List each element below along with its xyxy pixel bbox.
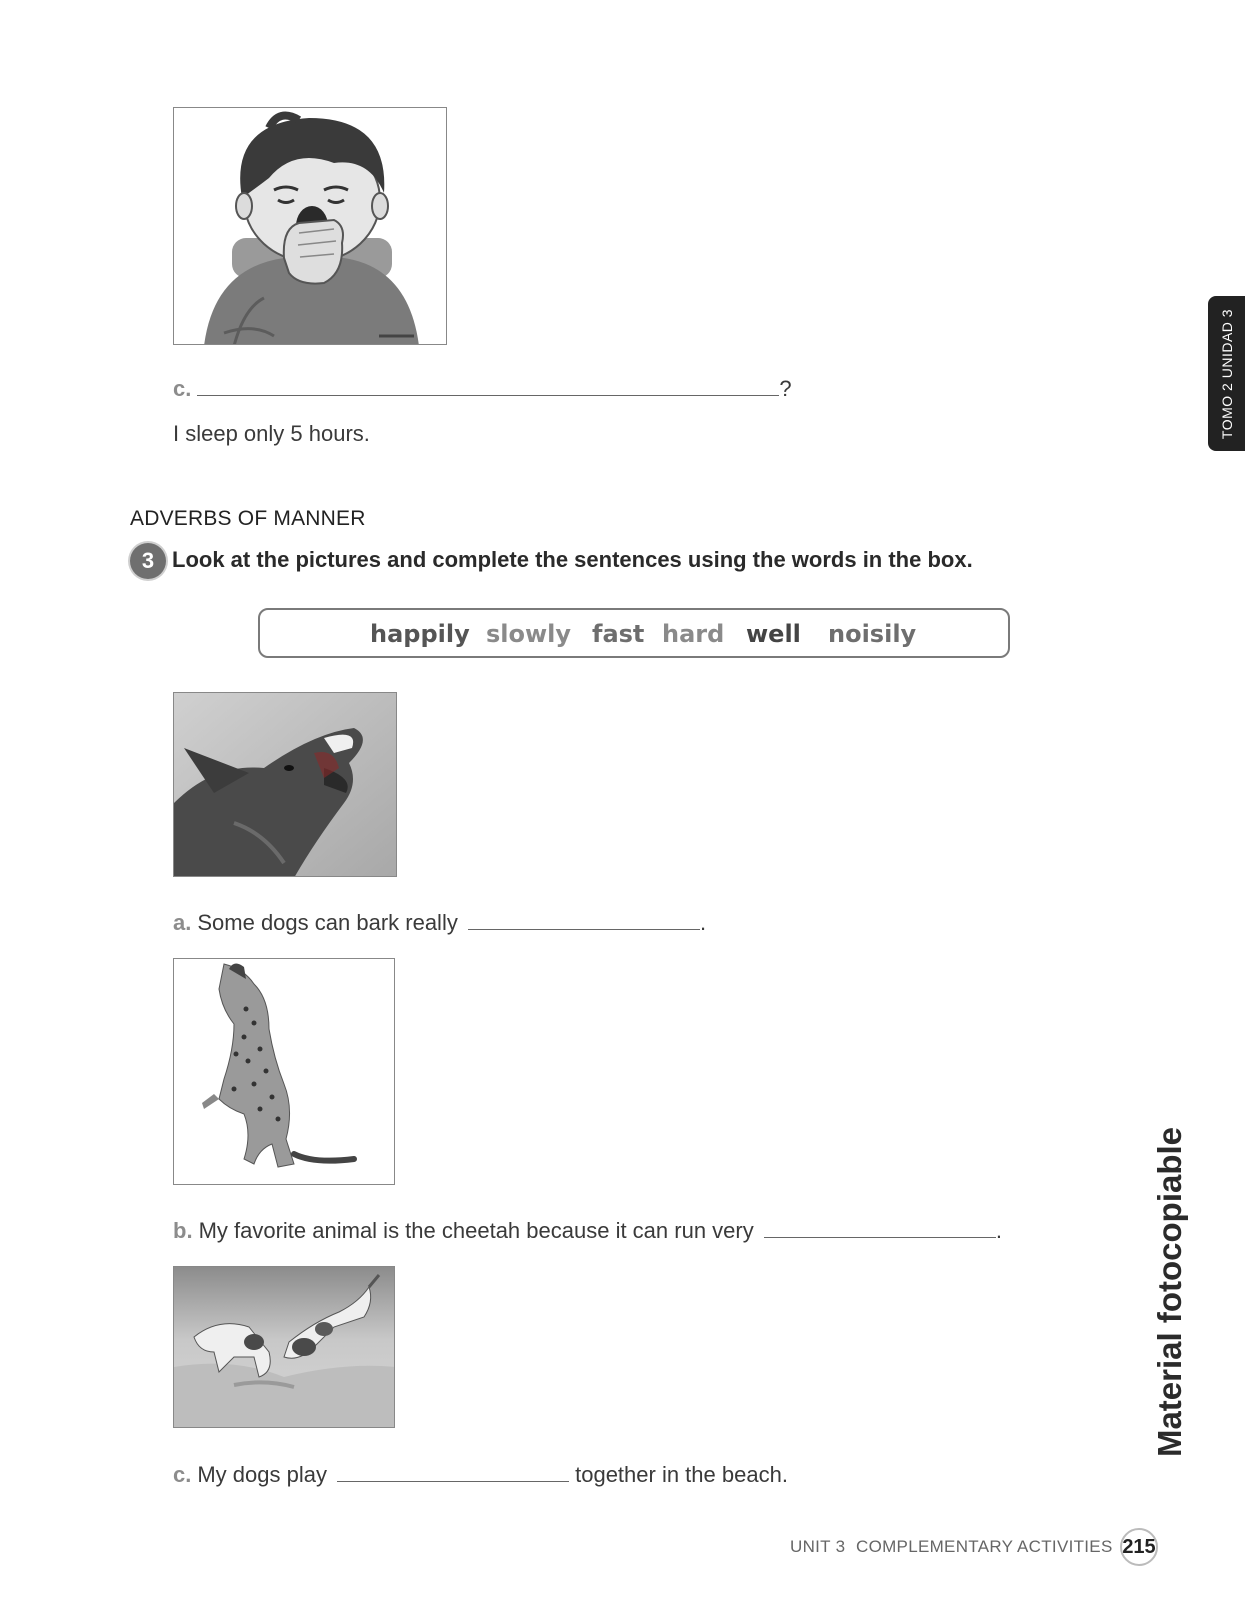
word-slowly: slowly bbox=[486, 620, 572, 648]
exercise-b-letter: b. bbox=[173, 1218, 193, 1243]
exercise-a-letter: a. bbox=[173, 910, 192, 935]
photocopiable-label: Material fotocopiable bbox=[1151, 1126, 1188, 1458]
volume-unit-text: TOMO 2 UNIDAD 3 bbox=[1218, 308, 1235, 439]
question-c-end-mark: ? bbox=[779, 376, 792, 401]
volume-unit-tab bbox=[1208, 296, 1245, 451]
question-c-answer-blank[interactable] bbox=[197, 377, 779, 396]
word-well: well bbox=[746, 620, 801, 648]
yawning-boy-illustration bbox=[173, 107, 447, 345]
exercise-c-text: My dogs play bbox=[197, 1462, 327, 1487]
exercise-instruction: Look at the pictures and complete the sentences using the words in the box. bbox=[172, 547, 973, 572]
dogs-on-beach-photo bbox=[173, 1266, 395, 1428]
footer-unit: UNIT 3 bbox=[790, 1537, 846, 1556]
question-c-letter: c. bbox=[173, 376, 192, 401]
section-title: ADVERBS OF MANNER bbox=[130, 507, 366, 530]
cheetah-photo bbox=[173, 958, 395, 1185]
exercise-c-end: together in the beach. bbox=[575, 1462, 788, 1487]
exercise-a-line bbox=[173, 911, 706, 934]
exercise-a-answer-blank[interactable] bbox=[468, 911, 700, 930]
exercise-b-end: . bbox=[995, 1218, 1002, 1243]
word-hard: hard bbox=[662, 620, 725, 648]
question-c-line bbox=[173, 377, 792, 400]
exercise-b-answer-blank[interactable] bbox=[764, 1219, 996, 1238]
exercise-a-text: Some dogs can bark really bbox=[197, 910, 458, 935]
page-number: 215 bbox=[1120, 1528, 1158, 1566]
question-c-answer: I sleep only 5 hours. bbox=[173, 421, 370, 446]
word-box bbox=[258, 608, 1010, 658]
exercise-c-line bbox=[173, 1463, 788, 1486]
exercise-number: 3 bbox=[130, 543, 166, 579]
footer-section: COMPLEMENTARY ACTIVITIES bbox=[856, 1537, 1113, 1556]
exercise-a-end: . bbox=[699, 910, 707, 935]
exercise-c-letter: c. bbox=[173, 1462, 192, 1487]
word-noisily: noisily bbox=[828, 620, 917, 648]
exercise-b-line bbox=[173, 1219, 1002, 1242]
exercise-c-answer-blank[interactable] bbox=[337, 1463, 569, 1482]
exercise-b-text: My favorite animal is the cheetah because it can run very bbox=[198, 1218, 754, 1243]
word-happily: happily bbox=[370, 620, 470, 648]
barking-dog-photo bbox=[173, 692, 397, 877]
word-fast: fast bbox=[592, 620, 645, 648]
